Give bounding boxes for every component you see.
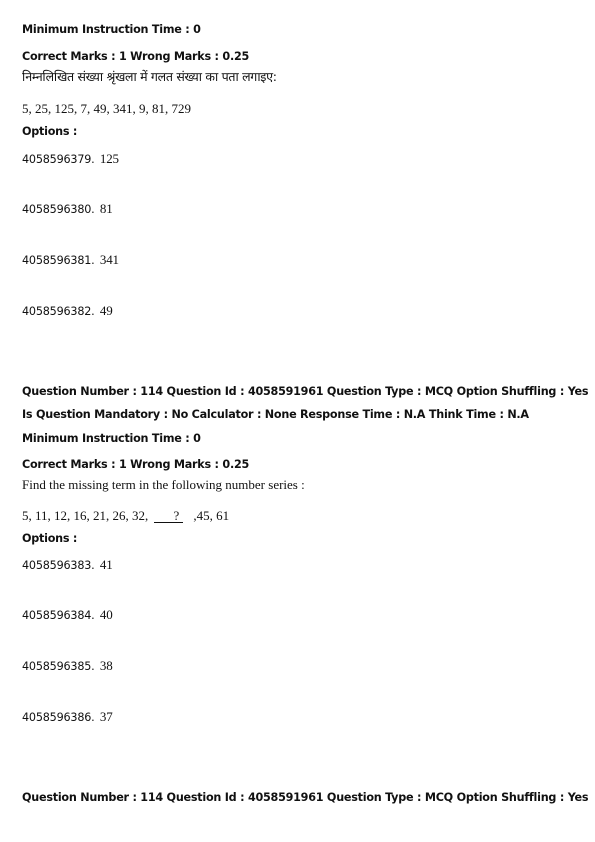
option-item[interactable] <box>22 151 119 167</box>
option-id: 4058596384. <box>22 609 95 622</box>
option-id: 4058596380. <box>22 203 95 216</box>
option-value: 40 <box>99 607 113 622</box>
option-value: 37 <box>99 709 113 724</box>
number-series: 5, 25, 125, 7, 49, 341, 9, 81, 729 <box>22 101 191 116</box>
option-item[interactable] <box>22 658 113 674</box>
minimum-instruction-time: Minimum Instruction Time : 0 <box>22 432 201 445</box>
series-blank: ? <box>173 508 180 523</box>
option-id: 4058596383. <box>22 559 95 572</box>
question-meta: Is Question Mandatory : No Calculator : None Response Time : N.A Think Time : N.A <box>22 408 529 421</box>
question-text-hindi: निम्नलिखित संख्या श्रृंखला में गलत संख्या का पता लगाइए: <box>22 69 277 84</box>
option-id: 4058596382. <box>22 305 95 318</box>
option-value: 41 <box>99 557 113 572</box>
marks-line: Correct Marks : 1 Wrong Marks : 0.25 <box>22 458 250 471</box>
option-item[interactable] <box>22 557 113 573</box>
options-label: Options : <box>22 125 78 138</box>
option-value: 38 <box>99 658 113 673</box>
marks-line: Correct Marks : 1 Wrong Marks : 0.25 <box>22 50 250 63</box>
option-value: 49 <box>99 303 113 318</box>
series-end: ,45, 61 <box>193 508 230 523</box>
question-text: Find the missing term in the following number series : <box>22 477 305 492</box>
option-id: 4058596385. <box>22 660 95 673</box>
option-id: 4058596379. <box>22 153 95 166</box>
option-item[interactable] <box>22 303 113 319</box>
option-id: 4058596386. <box>22 711 95 724</box>
option-value: 341 <box>99 252 119 267</box>
option-item[interactable] <box>22 607 113 623</box>
option-item[interactable] <box>22 252 119 268</box>
option-item[interactable] <box>22 201 113 217</box>
option-item[interactable] <box>22 709 113 725</box>
series-start: 5, 11, 12, 16, 21, 26, 32, <box>22 508 152 523</box>
option-value: 81 <box>99 201 113 216</box>
question-header: Question Number : 114 Question Id : 4058591961 Question Type : MCQ Option Shuffling : Yes <box>22 791 589 804</box>
option-id: 4058596381. <box>22 254 95 267</box>
minimum-instruction-time: Minimum Instruction Time : 0 <box>22 23 201 36</box>
number-series <box>22 508 229 524</box>
options-label: Options : <box>22 532 78 545</box>
option-value: 125 <box>99 151 119 166</box>
question-header: Question Number : 114 Question Id : 4058591961 Question Type : MCQ Option Shuffling : Yes <box>22 385 589 398</box>
